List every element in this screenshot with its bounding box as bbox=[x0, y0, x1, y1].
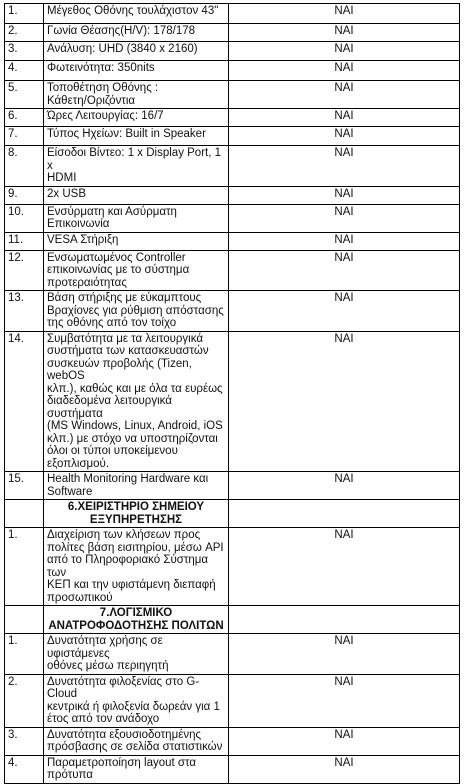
requirement-description bbox=[44, 186, 229, 204]
specification-table-body bbox=[5, 4, 460, 784]
compliance-value: ΝΑΙ bbox=[229, 127, 460, 146]
requirement-description bbox=[44, 127, 229, 146]
text-line: πρόσβασης σε σελίδα στατιστικών bbox=[47, 741, 223, 753]
requirement-description bbox=[44, 146, 229, 187]
table-row bbox=[5, 146, 460, 187]
text-line: 6.ΧΕΙΡΙΣΤΗΡΙΟ ΣΗΜΕΙΟΥ bbox=[67, 501, 205, 513]
compliance-value: ΝΑΙ bbox=[229, 291, 460, 332]
specification-table bbox=[4, 3, 460, 784]
text-line: (MS Windows, Linux, Android, iOS bbox=[47, 420, 223, 432]
row-number: 11. bbox=[5, 232, 44, 250]
row-number bbox=[5, 500, 44, 528]
text-line: Ενσωματωμένος Controller bbox=[47, 251, 186, 264]
text-line: πολίτες βάση εισιτηρίου, μέσω API bbox=[47, 541, 224, 554]
text-line: πρότυπα bbox=[47, 769, 93, 781]
table-row bbox=[5, 250, 460, 291]
text-line: 7.ΛΟΓΙΣΜΙΚΟ bbox=[99, 607, 173, 619]
text-line: Δυνατότητα χρήσης σε υφιστάμενες bbox=[47, 635, 163, 660]
requirement-description bbox=[44, 81, 229, 109]
requirement-description bbox=[44, 727, 229, 755]
row-number: 1. bbox=[5, 528, 44, 606]
text-line: Επικοινωνία bbox=[47, 218, 110, 230]
section-title bbox=[44, 500, 229, 528]
text-line: διαδεδομένα λειτουργικά συστήματα bbox=[47, 395, 172, 420]
compliance-value: ΝΑΙ bbox=[229, 528, 460, 606]
text-line: ΑΝΑΤΡΟΦΟΔΟΤΗΣΗΣ ΠΟΛΙΤΩΝ bbox=[48, 619, 224, 632]
table-row bbox=[5, 186, 460, 204]
section-header-row bbox=[5, 606, 460, 634]
compliance-value bbox=[229, 500, 460, 528]
requirement-description bbox=[44, 232, 229, 250]
row-number: 3. bbox=[5, 727, 44, 755]
requirement-description bbox=[44, 4, 229, 24]
text-line: Software bbox=[47, 485, 93, 498]
text-line: 2x USB bbox=[47, 187, 86, 200]
text-line: ΚΕΠ και την υφιστάμενη διεπαφή bbox=[47, 579, 216, 591]
row-number: 15. bbox=[5, 472, 44, 500]
text-line: Τύπος Ηχείων: Built in Speaker bbox=[47, 128, 206, 140]
table-row bbox=[5, 528, 460, 606]
text-line: Φωτεινότητα: 350nits bbox=[47, 62, 155, 74]
compliance-value: ΝΑΙ bbox=[229, 109, 460, 127]
requirement-description bbox=[44, 250, 229, 291]
text-line: Κάθετη/Οριζόντια bbox=[47, 94, 136, 107]
row-number: 10. bbox=[5, 204, 44, 232]
table-row bbox=[5, 674, 460, 727]
row-number: 3. bbox=[5, 42, 44, 61]
table-row bbox=[5, 232, 460, 250]
text-line: κλπ.), καθώς και με όλα τα ευρέως bbox=[47, 382, 223, 395]
text-line: Μέγεθος Οθόνης τουλάχιστον 43" bbox=[47, 5, 219, 17]
table-row bbox=[5, 4, 460, 24]
row-number: 1. bbox=[5, 634, 44, 675]
requirement-description bbox=[44, 528, 229, 606]
text-line: Ανάλυση: UHD (3840 x 2160) bbox=[47, 43, 198, 55]
section-title bbox=[44, 606, 229, 634]
row-number: 1. bbox=[5, 4, 44, 24]
row-number: 7. bbox=[5, 127, 44, 146]
compliance-value: ΝΑΙ bbox=[229, 24, 460, 42]
text-line: επικοινωνίας με το σύστημα bbox=[47, 264, 190, 276]
requirement-description bbox=[44, 204, 229, 232]
text-line: Health Monitoring Hardware και bbox=[47, 473, 209, 485]
row-number: 6. bbox=[5, 109, 44, 127]
text-line: Ώρες Λειτουργίας: 16/7 bbox=[47, 110, 164, 122]
text-line: Γωνία Θέασης(H/V): 178/178 bbox=[47, 25, 196, 37]
compliance-value: ΝΑΙ bbox=[229, 472, 460, 500]
row-number bbox=[5, 606, 44, 634]
text-line: Διαχείριση των κλήσεων προς bbox=[47, 529, 201, 541]
compliance-value: ΝΑΙ bbox=[229, 250, 460, 291]
requirement-description bbox=[44, 61, 229, 81]
compliance-value: ΝΑΙ bbox=[229, 755, 460, 783]
text-line: έτος από τον ανάδοχο bbox=[47, 713, 160, 725]
text-line: HDMI bbox=[47, 172, 77, 184]
table-row bbox=[5, 109, 460, 127]
text-line: κεντρικά ή φιλοξενία δωρεάν για 1 bbox=[47, 700, 220, 713]
requirement-description bbox=[44, 24, 229, 42]
compliance-value: ΝΑΙ bbox=[229, 61, 460, 81]
section-header-row bbox=[5, 500, 460, 528]
table-row bbox=[5, 81, 460, 109]
row-number: 13. bbox=[5, 291, 44, 332]
requirement-description bbox=[44, 634, 229, 675]
text-line: Παραμετροποίηση layout στα bbox=[47, 756, 197, 769]
text-line: όλοι οι τύποι υποκείμενου bbox=[47, 445, 178, 457]
compliance-value: ΝΑΙ bbox=[229, 42, 460, 61]
table-row bbox=[5, 127, 460, 146]
row-number: 9. bbox=[5, 186, 44, 204]
row-number: 2. bbox=[5, 674, 44, 727]
row-number: 14. bbox=[5, 331, 44, 472]
text-line: Ενσύρματη και Ασύρματη bbox=[47, 205, 177, 218]
requirement-description bbox=[44, 755, 229, 783]
text-line: Δυνατότητα φιλοξενίας στο G-Cloud bbox=[47, 675, 200, 700]
requirement-description bbox=[44, 674, 229, 727]
compliance-value: ΝΑΙ bbox=[229, 727, 460, 755]
text-line: Συμβατότητα με τα λειτουργικά bbox=[47, 332, 203, 345]
text-line: της οθόνης από τον τοίχο bbox=[47, 317, 177, 329]
text-line: ΕΞΥΠΗΡΕΤΗΣΗΣ bbox=[89, 513, 183, 526]
text-line: Δυνατότητα εξουσιοδοτημένης bbox=[47, 728, 202, 741]
text-line: προτεραιότητας bbox=[47, 276, 127, 289]
text-line: οθόνες μέσω περιηγητή bbox=[47, 660, 169, 672]
text-line: Τοποθέτηση Οθόνης : bbox=[47, 82, 159, 94]
requirement-description bbox=[44, 109, 229, 127]
table-row bbox=[5, 727, 460, 755]
table-row bbox=[5, 634, 460, 675]
row-number: 2. bbox=[5, 24, 44, 42]
text-line: εξοπλισμού. bbox=[47, 457, 110, 470]
compliance-value: ΝΑΙ bbox=[229, 634, 460, 675]
text-line: Βάση στήριξης με εύκαμπτους bbox=[47, 292, 202, 304]
table-row bbox=[5, 331, 460, 472]
text-line: VESA Στήριξη bbox=[47, 233, 119, 246]
row-number: 4. bbox=[5, 61, 44, 81]
compliance-value: ΝΑΙ bbox=[229, 204, 460, 232]
table-row bbox=[5, 61, 460, 81]
requirement-description bbox=[44, 291, 229, 332]
text-line: συσκευών προβολής (Tizen, webOS bbox=[47, 357, 192, 382]
text-line: από το Πληροφοριακό Σύστημα των bbox=[47, 554, 209, 579]
text-line: κλπ.) με στόχο να υποστηρίζονται bbox=[47, 432, 218, 445]
compliance-value: ΝΑΙ bbox=[229, 146, 460, 187]
table-row bbox=[5, 24, 460, 42]
text-line: Βραχίονες για ρύθμιση απόστασης bbox=[47, 304, 224, 317]
row-number: 8. bbox=[5, 146, 44, 187]
compliance-value: ΝΑΙ bbox=[229, 81, 460, 109]
row-number: 4. bbox=[5, 755, 44, 783]
row-number: 5. bbox=[5, 81, 44, 109]
compliance-value: ΝΑΙ bbox=[229, 4, 460, 24]
table-row bbox=[5, 291, 460, 332]
table-row bbox=[5, 755, 460, 783]
text-line: προσωπικού bbox=[47, 591, 113, 604]
compliance-value bbox=[229, 606, 460, 634]
compliance-value: ΝΑΙ bbox=[229, 331, 460, 472]
text-line: Είσοδοι Βίντεο: 1 x Display Port, 1 x bbox=[47, 147, 222, 172]
requirement-description bbox=[44, 331, 229, 472]
table-row bbox=[5, 204, 460, 232]
row-number: 12. bbox=[5, 250, 44, 291]
compliance-value: ΝΑΙ bbox=[229, 232, 460, 250]
requirement-description bbox=[44, 472, 229, 500]
requirement-description bbox=[44, 42, 229, 61]
compliance-value: ΝΑΙ bbox=[229, 186, 460, 204]
table-row bbox=[5, 472, 460, 500]
table-row bbox=[5, 42, 460, 61]
compliance-value: ΝΑΙ bbox=[229, 674, 460, 727]
text-line: συστήματα των κατασκευαστών bbox=[47, 345, 209, 357]
